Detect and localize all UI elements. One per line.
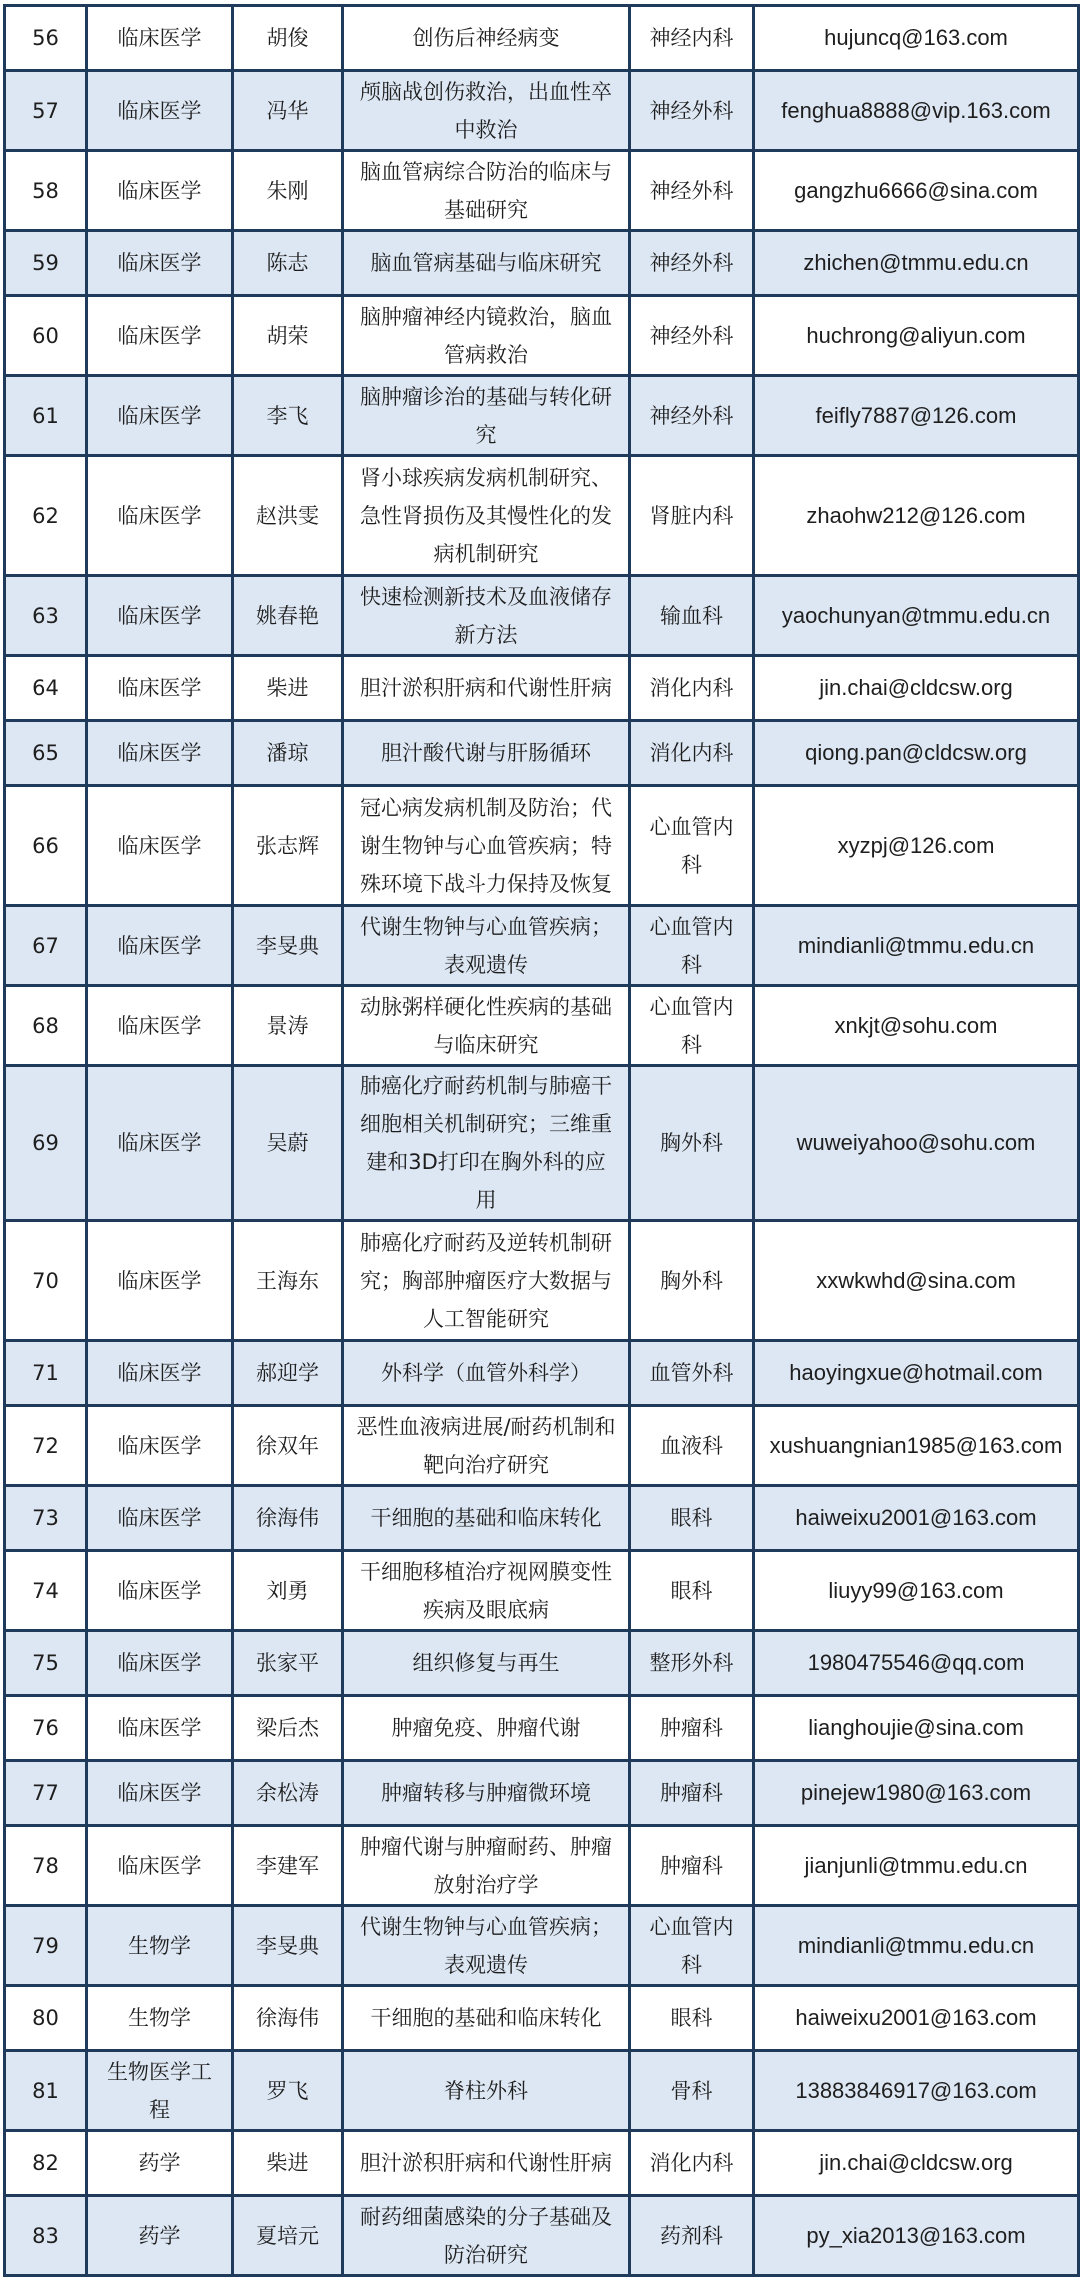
subject-cell: 临床医学	[87, 376, 233, 456]
subject-cell: 临床医学	[87, 1696, 233, 1761]
department-cell: 胸外科	[630, 1221, 754, 1341]
subject-cell: 临床医学	[87, 6, 233, 71]
advisor-name: 胡俊	[233, 6, 343, 71]
row-number: 76	[5, 1696, 87, 1761]
subject-cell: 临床医学	[87, 1826, 233, 1906]
table-row	[5, 721, 1079, 786]
table-row	[5, 2051, 1079, 2131]
email-cell[interactable]: wuweiyahoo@sohu.com	[754, 1066, 1079, 1221]
table-row	[5, 906, 1079, 986]
department-cell: 骨科	[630, 2051, 754, 2131]
advisor-name: 朱刚	[233, 151, 343, 231]
email-cell[interactable]: gangzhu6666@sina.com	[754, 151, 1079, 231]
row-number: 82	[5, 2131, 87, 2196]
department-cell: 肿瘤科	[630, 1696, 754, 1761]
email-cell[interactable]: mindianli@tmmu.edu.cn	[754, 1906, 1079, 1986]
subject-cell: 临床医学	[87, 1551, 233, 1631]
table-row	[5, 1906, 1079, 1986]
subject-cell: 临床医学	[87, 1221, 233, 1341]
row-number: 70	[5, 1221, 87, 1341]
advisor-name: 柴进	[233, 2131, 343, 2196]
department-cell: 输血科	[630, 576, 754, 656]
row-number: 80	[5, 1986, 87, 2051]
advisor-name: 李旻典	[233, 1906, 343, 1986]
research-direction: 脑肿瘤诊治的基础与转化研究	[343, 376, 630, 456]
advisor-name: 李飞	[233, 376, 343, 456]
advisor-name: 姚春艳	[233, 576, 343, 656]
advisor-name: 李旻典	[233, 906, 343, 986]
subject-cell: 临床医学	[87, 231, 233, 296]
research-direction: 干细胞的基础和临床转化	[343, 1486, 630, 1551]
row-number: 75	[5, 1631, 87, 1696]
advisor-name: 胡荣	[233, 296, 343, 376]
subject-cell: 临床医学	[87, 1631, 233, 1696]
email-cell[interactable]: zhichen@tmmu.edu.cn	[754, 231, 1079, 296]
department-cell: 神经外科	[630, 231, 754, 296]
research-direction: 肺癌化疗耐药及逆转机制研究；胸部肿瘤医疗大数据与人工智能研究	[343, 1221, 630, 1341]
department-cell: 血液科	[630, 1406, 754, 1486]
research-direction: 干细胞移植治疗视网膜变性疾病及眼底病	[343, 1551, 630, 1631]
subject-cell: 生物学	[87, 1986, 233, 2051]
row-number: 81	[5, 2051, 87, 2131]
subject-cell: 临床医学	[87, 656, 233, 721]
department-cell: 心血管内科	[630, 786, 754, 906]
department-cell: 眼科	[630, 1486, 754, 1551]
row-number: 60	[5, 296, 87, 376]
department-cell: 消化内科	[630, 2131, 754, 2196]
subject-cell: 临床医学	[87, 1066, 233, 1221]
research-direction: 肿瘤免疫、肿瘤代谢	[343, 1696, 630, 1761]
row-number: 66	[5, 786, 87, 906]
row-number: 74	[5, 1551, 87, 1631]
table-row	[5, 1696, 1079, 1761]
advisor-name: 冯华	[233, 71, 343, 151]
email-cell[interactable]: xyzpj@126.com	[754, 786, 1079, 906]
email-cell[interactable]: yaochunyan@tmmu.edu.cn	[754, 576, 1079, 656]
email-cell[interactable]: jianjunli@tmmu.edu.cn	[754, 1826, 1079, 1906]
department-cell: 肾脏内科	[630, 456, 754, 576]
subject-cell: 临床医学	[87, 71, 233, 151]
department-cell: 消化内科	[630, 656, 754, 721]
subject-cell: 临床医学	[87, 1486, 233, 1551]
email-cell[interactable]: xushuangnian1985@163.com	[754, 1406, 1079, 1486]
subject-cell: 临床医学	[87, 1341, 233, 1406]
research-direction: 胆汁淤积肝病和代谢性肝病	[343, 2131, 630, 2196]
research-direction: 肿瘤转移与肿瘤微环境	[343, 1761, 630, 1826]
table-row	[5, 986, 1079, 1066]
advisor-name: 潘琼	[233, 721, 343, 786]
row-number: 65	[5, 721, 87, 786]
advisor-name: 徐海伟	[233, 1986, 343, 2051]
advisor-name: 余松涛	[233, 1761, 343, 1826]
email-cell[interactable]: jin.chai@cldcsw.org	[754, 656, 1079, 721]
row-number: 71	[5, 1341, 87, 1406]
row-number: 56	[5, 6, 87, 71]
advisor-name: 柴进	[233, 656, 343, 721]
table-row	[5, 1341, 1079, 1406]
department-cell: 神经外科	[630, 296, 754, 376]
table-row	[5, 656, 1079, 721]
research-direction: 代谢生物钟与心血管疾病；表观遗传	[343, 906, 630, 986]
row-number: 77	[5, 1761, 87, 1826]
department-cell: 心血管内科	[630, 986, 754, 1066]
table-row	[5, 1631, 1079, 1696]
department-cell: 药剂科	[630, 2196, 754, 2276]
advisor-name: 徐双年	[233, 1406, 343, 1486]
subject-cell: 临床医学	[87, 906, 233, 986]
research-direction: 快速检测新技术及血液储存新方法	[343, 576, 630, 656]
research-direction: 外科学（血管外科学）	[343, 1341, 630, 1406]
email-cell[interactable]: xxwkwhd@sina.com	[754, 1221, 1079, 1341]
subject-cell: 临床医学	[87, 576, 233, 656]
department-cell: 眼科	[630, 1986, 754, 2051]
subject-cell: 临床医学	[87, 151, 233, 231]
table-row	[5, 576, 1079, 656]
email-cell[interactable]: haoyingxue@hotmail.com	[754, 1341, 1079, 1406]
subject-cell: 药学	[87, 2131, 233, 2196]
row-number: 59	[5, 231, 87, 296]
department-cell: 消化内科	[630, 721, 754, 786]
table-row	[5, 151, 1079, 231]
department-cell: 眼科	[630, 1551, 754, 1631]
advisor-name: 李建军	[233, 1826, 343, 1906]
research-direction: 脑血管病综合防治的临床与基础研究	[343, 151, 630, 231]
department-cell: 肿瘤科	[630, 1761, 754, 1826]
row-number: 62	[5, 456, 87, 576]
row-number: 61	[5, 376, 87, 456]
table-row	[5, 2196, 1079, 2276]
advisor-name: 张家平	[233, 1631, 343, 1696]
research-direction: 脊柱外科	[343, 2051, 630, 2131]
department-cell: 整形外科	[630, 1631, 754, 1696]
email-cell[interactable]: haiweixu2001@163.com	[754, 1486, 1079, 1551]
row-number: 69	[5, 1066, 87, 1221]
research-direction: 颅脑战创伤救治，出血性卒中救治	[343, 71, 630, 151]
email-cell[interactable]: hujuncq@163.com	[754, 6, 1079, 71]
row-number: 68	[5, 986, 87, 1066]
row-number: 63	[5, 576, 87, 656]
email-cell[interactable]: 1980475546@qq.com	[754, 1631, 1079, 1696]
table-row	[5, 1066, 1079, 1221]
research-direction: 脑肿瘤神经内镜救治，脑血管病救治	[343, 296, 630, 376]
table-row	[5, 786, 1079, 906]
table-row	[5, 231, 1079, 296]
email-cell[interactable]: huchrong@aliyun.com	[754, 296, 1079, 376]
table-row	[5, 1986, 1079, 2051]
email-cell[interactable]: haiweixu2001@163.com	[754, 1986, 1079, 2051]
subject-cell: 临床医学	[87, 721, 233, 786]
research-direction: 肿瘤代谢与肿瘤耐药、肿瘤放射治疗学	[343, 1826, 630, 1906]
subject-cell: 生物医学工程	[87, 2051, 233, 2131]
subject-cell: 生物学	[87, 1906, 233, 1986]
department-cell: 血管外科	[630, 1341, 754, 1406]
row-number: 64	[5, 656, 87, 721]
research-direction: 动脉粥样硬化性疾病的基础与临床研究	[343, 986, 630, 1066]
email-cell[interactable]: feifly7887@126.com	[754, 376, 1079, 456]
row-number: 79	[5, 1906, 87, 1986]
advisor-name: 景涛	[233, 986, 343, 1066]
research-direction: 胆汁酸代谢与肝肠循环	[343, 721, 630, 786]
advisor-name: 刘勇	[233, 1551, 343, 1631]
research-direction: 恶性血液病进展/耐药机制和靶向治疗研究	[343, 1406, 630, 1486]
email-cell[interactable]: lianghoujie@sina.com	[754, 1696, 1079, 1761]
research-direction: 干细胞的基础和临床转化	[343, 1986, 630, 2051]
table-row	[5, 1406, 1079, 1486]
table-row	[5, 2131, 1079, 2196]
table-row	[5, 1486, 1079, 1551]
subject-cell: 临床医学	[87, 986, 233, 1066]
subject-cell: 临床医学	[87, 1406, 233, 1486]
department-cell: 神经外科	[630, 71, 754, 151]
email-cell[interactable]: py_xia2013@163.com	[754, 2196, 1079, 2276]
table-row	[5, 296, 1079, 376]
advisor-name: 王海东	[233, 1221, 343, 1341]
table-row	[5, 376, 1079, 456]
advisor-table-container	[3, 4, 1077, 2277]
advisor-name: 郝迎学	[233, 1341, 343, 1406]
row-number: 67	[5, 906, 87, 986]
table-row	[5, 1826, 1079, 1906]
research-direction: 创伤后神经病变	[343, 6, 630, 71]
department-cell: 心血管内科	[630, 1906, 754, 1986]
row-number: 78	[5, 1826, 87, 1906]
email-cell[interactable]: liuyy99@163.com	[754, 1551, 1079, 1631]
email-cell[interactable]: jin.chai@cldcsw.org	[754, 2131, 1079, 2196]
subject-cell: 临床医学	[87, 786, 233, 906]
advisor-name: 吴蔚	[233, 1066, 343, 1221]
email-cell[interactable]: xnkjt@sohu.com	[754, 986, 1079, 1066]
row-number: 73	[5, 1486, 87, 1551]
email-cell[interactable]: mindianli@tmmu.edu.cn	[754, 906, 1079, 986]
advisor-name: 张志辉	[233, 786, 343, 906]
department-cell: 心血管内科	[630, 906, 754, 986]
advisor-name: 徐海伟	[233, 1486, 343, 1551]
department-cell: 肿瘤科	[630, 1826, 754, 1906]
subject-cell: 临床医学	[87, 296, 233, 376]
department-cell: 胸外科	[630, 1066, 754, 1221]
research-direction: 胆汁淤积肝病和代谢性肝病	[343, 656, 630, 721]
row-number: 72	[5, 1406, 87, 1486]
table-row	[5, 1761, 1079, 1826]
table-row	[5, 71, 1079, 151]
research-direction: 组织修复与再生	[343, 1631, 630, 1696]
advisor-name: 夏培元	[233, 2196, 343, 2276]
email-cell[interactable]: fenghua8888@vip.163.com	[754, 71, 1079, 151]
research-direction: 耐药细菌感染的分子基础及防治研究	[343, 2196, 630, 2276]
email-cell[interactable]: qiong.pan@cldcsw.org	[754, 721, 1079, 786]
email-cell[interactable]: zhaohw212@126.com	[754, 456, 1079, 576]
row-number: 57	[5, 71, 87, 151]
department-cell: 神经外科	[630, 151, 754, 231]
table-row	[5, 1551, 1079, 1631]
research-direction: 肺癌化疗耐药机制与肺癌干细胞相关机制研究；三维重建和3D打印在胸外科的应用	[343, 1066, 630, 1221]
advisor-name: 陈志	[233, 231, 343, 296]
research-direction: 脑血管病基础与临床研究	[343, 231, 630, 296]
research-direction: 冠心病发病机制及防治；代谢生物钟与心血管疾病；特殊环境下战斗力保持及恢复	[343, 786, 630, 906]
subject-cell: 临床医学	[87, 1761, 233, 1826]
table-row	[5, 456, 1079, 576]
advisor-name: 赵洪雯	[233, 456, 343, 576]
subject-cell: 临床医学	[87, 456, 233, 576]
email-cell[interactable]: 13883846917@163.com	[754, 2051, 1079, 2131]
subject-cell: 药学	[87, 2196, 233, 2276]
table-row	[5, 1221, 1079, 1341]
row-number: 58	[5, 151, 87, 231]
advisor-name: 梁后杰	[233, 1696, 343, 1761]
table-row	[5, 6, 1079, 71]
email-cell[interactable]: pinejew1980@163.com	[754, 1761, 1079, 1826]
research-direction: 肾小球疾病发病机制研究、急性肾损伤及其慢性化的发病机制研究	[343, 456, 630, 576]
row-number: 83	[5, 2196, 87, 2276]
advisor-name: 罗飞	[233, 2051, 343, 2131]
department-cell: 神经外科	[630, 376, 754, 456]
advisor-table	[3, 4, 1080, 2277]
department-cell: 神经内科	[630, 6, 754, 71]
research-direction: 代谢生物钟与心血管疾病；表观遗传	[343, 1906, 630, 1986]
